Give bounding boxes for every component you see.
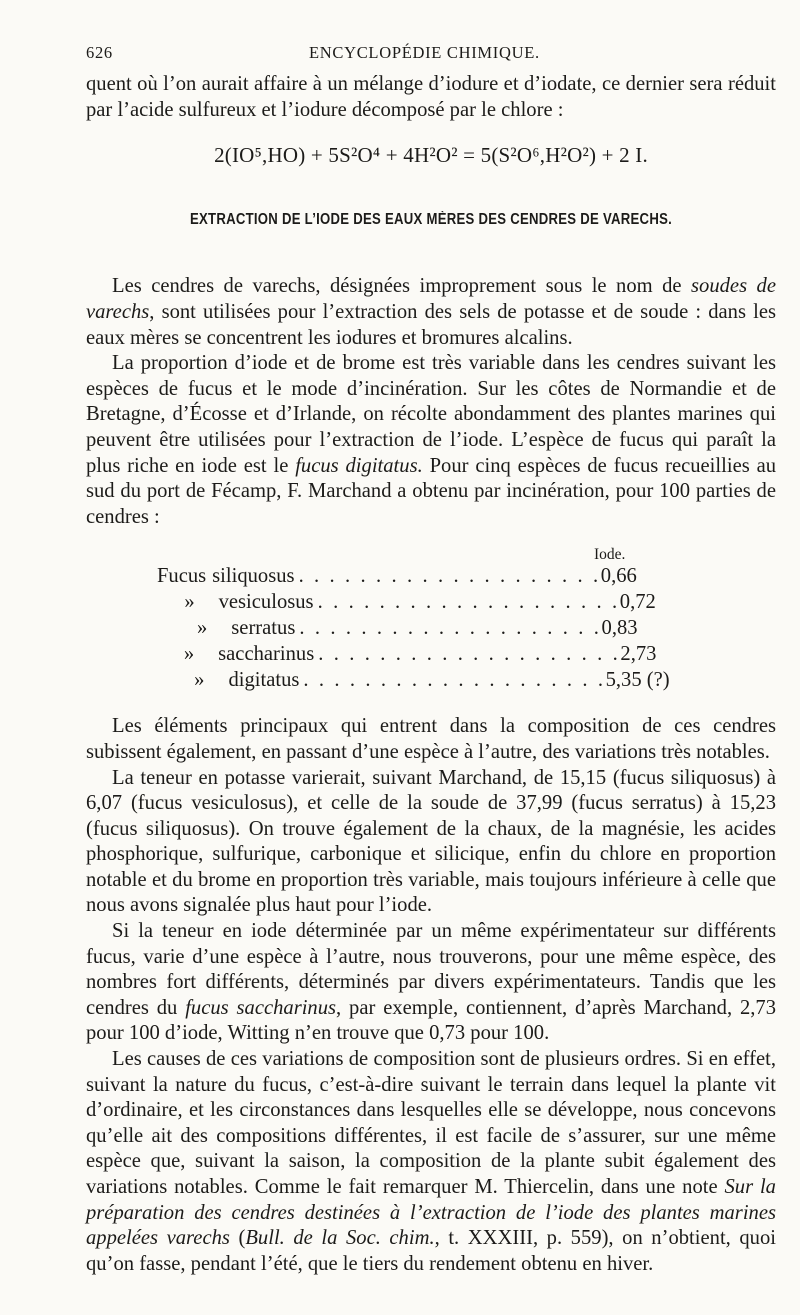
table-row <box>86 590 776 616</box>
para5-text-a: Si la teneur en iode déterminée par un même expérimentateur sur différents fucus, varie d’une espèce à l’autre, nous trouverons, pour une même espèce, des nombres fort différents, déterminés par divers expérimentateurs. Tandis que les cendres du <box>86 920 776 1019</box>
paragraph-teneur <box>86 919 776 1047</box>
row-species: vesiculosus <box>218 591 314 614</box>
ditto-mark: » <box>197 617 208 640</box>
para5-text-b: , par exemple, contiennent, d’après Marchand, 2,73 pour 100 d’iode, Witting n’en trouve que 0,73 pour 100. <box>86 996 776 1045</box>
para6-italic-journal: Bull. de la Soc. chim. <box>245 1227 435 1250</box>
ditto-mark: » <box>184 591 195 614</box>
table-column-header: Iode. <box>594 546 626 564</box>
row-species: serratus <box>231 617 296 640</box>
paragraph-proportion <box>86 351 776 530</box>
row-value: 0,66 <box>600 565 637 588</box>
leader-dots: . . . . . . . . . . . . . . . . . . . . <box>299 617 602 640</box>
para6-text-b: ( <box>229 1227 246 1250</box>
row-value: 5,35 (?) <box>605 669 670 692</box>
table-row <box>86 564 776 590</box>
row-species: siliquosus <box>212 565 295 588</box>
leader-dots: . . . . . . . . . . . . . . . . . . . . <box>298 565 601 588</box>
row-genus: Fucus <box>156 565 207 588</box>
para6-italic-title: Sur la préparation des cendres destinées à l’extraction de l’iode des plantes marines appelées varechs <box>86 1176 776 1250</box>
leader-dots: . . . . . . . . . . . . . . . . . . . . <box>318 643 621 666</box>
para1-italic: soudes de varechs <box>86 275 776 323</box>
ditto-mark: » <box>183 643 195 666</box>
para1-text-a: Les cendres de varechs, désignées improprement sous le nom de <box>112 275 692 298</box>
para2-italic: fucus digitatus. <box>295 454 423 477</box>
table-row <box>86 616 776 642</box>
row-species: digitatus <box>228 669 300 692</box>
row-value: 0,72 <box>619 591 656 614</box>
table-row <box>86 642 776 668</box>
running-title: ENCYCLOPÉDIE CHIMIQUE. <box>309 43 540 62</box>
section-title: EXTRACTION DE L’IODE DES EAUX MÈRES DES CENDRES DE VARECHS. <box>189 210 673 228</box>
paragraph-elements: Les éléments principaux qui entrent dans la composition de ces cendres subissent également, en passant d’une espèce à l’autre, des variations très notables. <box>86 715 776 763</box>
ditto-mark: » <box>194 669 205 692</box>
para2-text-b: Pour cinq espèces de fucus recueillies au sud du port de Fécamp, F. Marchand a obtenu par incinération, pour 100 parties de cendres : <box>86 454 777 528</box>
document-page <box>86 40 776 1277</box>
para6-text-a: Les causes de ces variations de composition sont de plusieurs ordres. Si en effet, suivant la nature du fucus, c’est-à-dire suivant le terrain dans lequel la plante vit d’ordinaire, et les circonstances dans lesquelles elle se développe, nous concevons qu’elle ait des compositions différentes, il est facile de s’assurer, sur une même espèce que, suivant la saison, la composition de la plante subit également des variations notables. Comme le fait remarquer M. Thiercelin, dans une note <box>86 1048 776 1198</box>
page-number: 626 <box>86 43 113 62</box>
paragraph-causes <box>86 1047 776 1277</box>
leader-dots: . . . . . . . . . . . . . . . . . . . . <box>317 591 620 614</box>
para1-text-b: , sont utilisées pour l’extraction des sels de potasse et de soude : dans les eaux mères se concentrent les iodures et bromures alcalins. <box>86 300 776 349</box>
chemical-equation: 2(IO⁵,HO) + 5S²O⁴ + 4H²O² = 5(S²O⁶,H²O²) + 2 I. <box>214 143 648 168</box>
para2-text-a: La proportion d’iode et de brome est très variable dans les cendres suivant les espèces de fucus et le mode d’incinération. Sur les côtes de Normandie et de Bretagne, d’Écosse et d’Irlande, on récolte abondamment des plantes marines qui peuvent être utilisées pour l’extraction de l’iode. L’espèce de fucus qui paraît la plus riche en iode est le <box>86 352 776 477</box>
row-value: 0,83 <box>601 617 638 640</box>
running-header <box>86 40 776 72</box>
iodine-table <box>86 542 776 694</box>
row-species: saccharinus <box>218 643 315 666</box>
paragraph-potasse: La teneur en potasse varierait, suivant Marchand, de 15,15 (fucus siliquosus) à 6,07 (fucus vesiculosus), et celle de la soude de 37,99 (fucus serratus) à 15,23 (fucus siliquosus). On trouve également de la chaux, de la magnésie, les acides phosphorique, sulfurique, carbonique et silicique, enfin du chlore en proportion notable et du brome en proportion très variable, mais toujours inférieure à celle que nous avons signalée plus haut pour l’iode. <box>86 766 776 917</box>
table-row <box>86 668 776 694</box>
para6-text-c: , t. XXXIII, p. 559), on n’obtient, quoi qu’on fasse, pendant l’été, que le tiers du rendement obtenu en hiver. <box>86 1227 776 1275</box>
row-value: 2,73 <box>620 643 657 666</box>
leader-dots: . . . . . . . . . . . . . . . . . . . . <box>303 669 606 692</box>
intro-paragraph: quent où l’on aurait affaire à un mélange d’iodure et d’iodate, ce dernier sera réduit par l’acide sulfureux et l’iodure décomposé par le chlore : <box>86 73 776 121</box>
para5-italic: fucus saccharinus <box>185 996 337 1019</box>
paragraph-varechs <box>86 274 776 351</box>
